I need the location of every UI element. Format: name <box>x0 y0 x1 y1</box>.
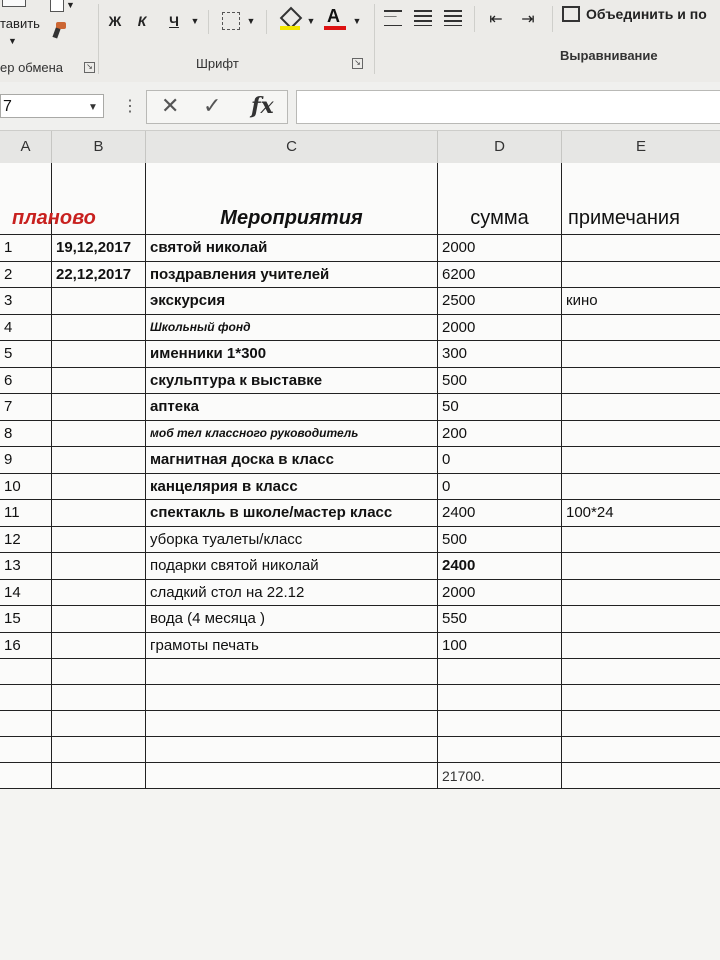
cell-d[interactable]: 2400 <box>438 500 562 526</box>
format-painter-icon[interactable] <box>52 22 66 38</box>
table-row <box>0 421 720 448</box>
cell-d[interactable]: 500 <box>438 368 562 394</box>
empty-cell[interactable] <box>0 685 52 710</box>
cell-d[interactable]: 6200 <box>438 262 562 288</box>
cell-c[interactable]: уборка туалеты/класс <box>146 527 438 553</box>
table-row <box>0 288 720 315</box>
empty-cell[interactable] <box>562 685 720 710</box>
empty-cell[interactable] <box>438 737 562 762</box>
empty-cell[interactable] <box>52 711 146 736</box>
cell-d[interactable]: 2000 <box>438 235 562 261</box>
table-row <box>0 235 720 262</box>
cell-b[interactable] <box>52 394 146 420</box>
underline-button[interactable]: Ч <box>169 13 179 29</box>
cell-c[interactable]: экскурсия <box>146 288 438 314</box>
cell-e[interactable] <box>562 262 720 288</box>
total-row <box>0 763 720 789</box>
table-row <box>0 394 720 421</box>
cell-b[interactable] <box>52 421 146 447</box>
cancel-icon[interactable]: ✕ <box>161 93 180 118</box>
cell-d[interactable]: 100 <box>438 633 562 659</box>
cell-d[interactable]: 200 <box>438 421 562 447</box>
cell-b[interactable]: 22,12,2017 <box>52 262 146 288</box>
cell-b[interactable]: 19,12,2017 <box>52 235 146 261</box>
cell-d[interactable]: 2500 <box>438 288 562 314</box>
font-divider <box>208 10 209 34</box>
ribbon <box>0 0 720 83</box>
more-icon: ⋮ <box>122 98 137 115</box>
cell-e[interactable] <box>562 315 720 341</box>
cell-c[interactable]: канцелярия в класс <box>146 474 438 500</box>
merge-icon[interactable] <box>562 6 580 22</box>
italic-button[interactable]: К <box>137 13 147 29</box>
table-row <box>0 580 720 607</box>
cell-b[interactable] <box>52 447 146 473</box>
empty-cell[interactable] <box>562 711 720 736</box>
cell-b[interactable] <box>52 580 146 606</box>
cell-c[interactable]: именники 1*300 <box>146 341 438 367</box>
font-color-icon[interactable]: A <box>324 6 346 30</box>
cell-e[interactable] <box>562 633 720 659</box>
cell-a[interactable]: 1 <box>0 235 52 261</box>
name-box-dropdown-icon[interactable]: ▼ <box>88 102 98 113</box>
table-row <box>0 447 720 474</box>
cell-e[interactable] <box>562 235 720 261</box>
font-divider-2 <box>266 10 267 34</box>
cell-d[interactable]: 0 <box>438 474 562 500</box>
cell-b[interactable] <box>52 500 146 526</box>
copy-icon[interactable] <box>50 0 64 12</box>
cell-a[interactable]: 12 <box>0 527 52 553</box>
empty-area <box>0 789 720 960</box>
table-row <box>0 633 720 660</box>
cell-c[interactable]: скульптура к выставке <box>146 368 438 394</box>
cell-a[interactable]: 11 <box>0 500 52 526</box>
empty-cell[interactable] <box>146 659 438 684</box>
empty-cell[interactable] <box>562 763 720 788</box>
cell-b[interactable] <box>52 633 146 659</box>
empty-row <box>0 659 720 685</box>
cell-a[interactable]: 6 <box>0 368 52 394</box>
column-header-a[interactable]: A <box>0 131 52 163</box>
empty-cell[interactable] <box>146 763 438 788</box>
empty-cell[interactable] <box>0 711 52 736</box>
header-row <box>0 163 720 235</box>
cell-a[interactable]: 5 <box>0 341 52 367</box>
empty-cell[interactable] <box>146 685 438 710</box>
formula-bar <box>0 82 720 131</box>
worksheet-grid <box>0 163 720 789</box>
cell-b[interactable] <box>52 606 146 632</box>
copy-dropdown-icon[interactable]: ▼ <box>66 0 75 10</box>
cell-c[interactable]: магнитная доска в класс <box>146 447 438 473</box>
cell-d[interactable]: 300 <box>438 341 562 367</box>
cell-c[interactable]: сладкий стол на 22.12 <box>146 580 438 606</box>
cell-c[interactable]: святой николай <box>146 235 438 261</box>
empty-row <box>0 711 720 737</box>
cell-c[interactable]: поздравления учителей <box>146 262 438 288</box>
empty-cell[interactable] <box>438 685 562 710</box>
column-headers <box>0 131 720 164</box>
empty-cell[interactable] <box>562 659 720 684</box>
cell-e[interactable]: кино <box>566 292 598 310</box>
empty-row <box>0 737 720 763</box>
alignment-group-label: Выравнивание <box>560 48 658 63</box>
clipboard-launcher-icon[interactable]: ↘ <box>84 62 95 73</box>
table-row <box>0 527 720 554</box>
cell-a[interactable]: 14 <box>0 580 52 606</box>
fill-color-icon[interactable] <box>280 8 300 30</box>
empty-cell[interactable] <box>52 737 146 762</box>
decrease-indent-icon[interactable]: ⇤ <box>489 11 503 28</box>
cell-e[interactable] <box>562 474 720 500</box>
cell-b[interactable] <box>52 368 146 394</box>
cell-c[interactable]: спектакль в школе/мастер класс <box>146 500 438 526</box>
formula-input[interactable] <box>296 90 720 124</box>
cell-b[interactable] <box>52 341 146 367</box>
group-divider-2 <box>374 4 375 74</box>
group-divider <box>98 4 99 74</box>
table-row <box>0 368 720 395</box>
font-group-label: Шрифт <box>196 56 239 71</box>
empty-cell[interactable] <box>146 711 438 736</box>
formula-buttons <box>146 90 288 124</box>
column-header-d[interactable]: D <box>438 131 562 163</box>
cell-e[interactable] <box>562 527 720 553</box>
cell-e[interactable] <box>562 341 720 367</box>
clipboard-group-label: ер обмена <box>0 60 64 75</box>
align-divider <box>474 6 475 32</box>
increase-indent-icon[interactable]: ⇥ <box>521 11 535 28</box>
empty-cell[interactable] <box>52 763 146 788</box>
column-header-e[interactable]: E <box>635 138 646 155</box>
table-row <box>0 606 720 633</box>
column-header-b[interactable]: B <box>52 131 146 163</box>
cell-b[interactable] <box>52 474 146 500</box>
cell-a[interactable]: 4 <box>0 315 52 341</box>
cell-b[interactable] <box>52 288 146 314</box>
table-row <box>0 474 720 501</box>
column-header-c[interactable]: C <box>146 131 438 163</box>
empty-cell[interactable] <box>562 737 720 762</box>
cell-e[interactable]: 100*24 <box>566 504 614 522</box>
cell-c[interactable]: аптека <box>146 394 438 420</box>
cell-d[interactable]: 0 <box>438 447 562 473</box>
sum-header-cell[interactable]: сумма <box>438 163 562 234</box>
cell-b[interactable] <box>52 553 146 579</box>
cell-a[interactable]: 8 <box>0 421 52 447</box>
paste-dropdown-icon[interactable]: ▼ <box>8 36 17 46</box>
font-launcher-icon[interactable]: ↘ <box>352 58 363 69</box>
events-header-cell[interactable]: Мероприятия <box>146 163 438 234</box>
empty-cell[interactable] <box>52 685 146 710</box>
align-right-icon[interactable] <box>444 10 462 26</box>
table-row <box>0 553 720 580</box>
empty-cell[interactable] <box>0 659 52 684</box>
cell-a[interactable]: 15 <box>0 606 52 632</box>
borders-dropdown-icon[interactable]: ▼ <box>246 16 256 26</box>
total-cell[interactable]: 21700. <box>438 763 562 788</box>
cell-e[interactable] <box>562 606 720 632</box>
cell-e[interactable] <box>562 368 720 394</box>
cell-c[interactable]: моб тел классного руководитель <box>146 421 438 447</box>
name-box[interactable]: 7 <box>0 94 104 118</box>
cell-a[interactable]: 2 <box>0 262 52 288</box>
underline-dropdown-icon[interactable]: ▼ <box>190 16 200 26</box>
empty-cell[interactable] <box>146 737 438 762</box>
bold-button[interactable]: Ж <box>108 13 122 29</box>
cell-e[interactable] <box>562 421 720 447</box>
cell-c[interactable]: подарки святой николай <box>146 553 438 579</box>
cell-d[interactable]: 2400 <box>438 553 562 579</box>
align-left-icon[interactable] <box>384 10 402 26</box>
empty-cell[interactable] <box>0 763 52 788</box>
empty-row <box>0 685 720 711</box>
cell-e[interactable] <box>562 447 720 473</box>
cell-e[interactable] <box>562 553 720 579</box>
cell-a[interactable]: 3 <box>0 288 52 314</box>
planned-header-cell[interactable]: планово <box>0 163 52 234</box>
empty-cell[interactable] <box>438 711 562 736</box>
enter-icon[interactable]: ✓ <box>203 93 222 118</box>
table-row <box>0 500 720 527</box>
cell-d[interactable]: 2000 <box>438 580 562 606</box>
cell-d[interactable]: 500 <box>438 527 562 553</box>
font-color-dropdown-icon[interactable]: ▼ <box>352 16 362 26</box>
cell-a[interactable]: 10 <box>0 474 52 500</box>
align-divider-2 <box>552 6 553 32</box>
insert-function-button[interactable]: fx <box>251 93 274 119</box>
table-row <box>0 262 720 289</box>
cell-c[interactable]: вода (4 месяца ) <box>146 606 438 632</box>
cell-b[interactable] <box>52 527 146 553</box>
merge-center-button[interactable]: Объединить и по <box>586 6 707 22</box>
fill-color-dropdown-icon[interactable]: ▼ <box>306 16 316 26</box>
paste-icon[interactable] <box>2 0 26 7</box>
cell-e[interactable] <box>562 580 720 606</box>
empty-cell[interactable] <box>0 737 52 762</box>
cell-d[interactable]: 2000 <box>438 315 562 341</box>
cell-a[interactable]: 16 <box>0 633 52 659</box>
cell-c[interactable]: грамоты печать <box>146 633 438 659</box>
cell-a[interactable]: 9 <box>0 447 52 473</box>
table-row <box>0 341 720 368</box>
empty-cell[interactable] <box>52 659 146 684</box>
cell-e[interactable] <box>562 394 720 420</box>
paste-button[interactable]: тавить <box>0 16 40 31</box>
cell-c[interactable]: Школьный фонд <box>146 315 438 341</box>
cell-a[interactable]: 7 <box>0 394 52 420</box>
cell-d[interactable]: 550 <box>438 606 562 632</box>
cell-b[interactable] <box>52 315 146 341</box>
table-row <box>0 315 720 342</box>
cell-a[interactable]: 13 <box>0 553 52 579</box>
cell-d[interactable]: 50 <box>438 394 562 420</box>
borders-icon[interactable] <box>222 12 240 30</box>
empty-cell[interactable] <box>438 659 562 684</box>
align-center-icon[interactable] <box>414 10 432 26</box>
notes-header-cell[interactable]: примечания <box>568 207 680 229</box>
